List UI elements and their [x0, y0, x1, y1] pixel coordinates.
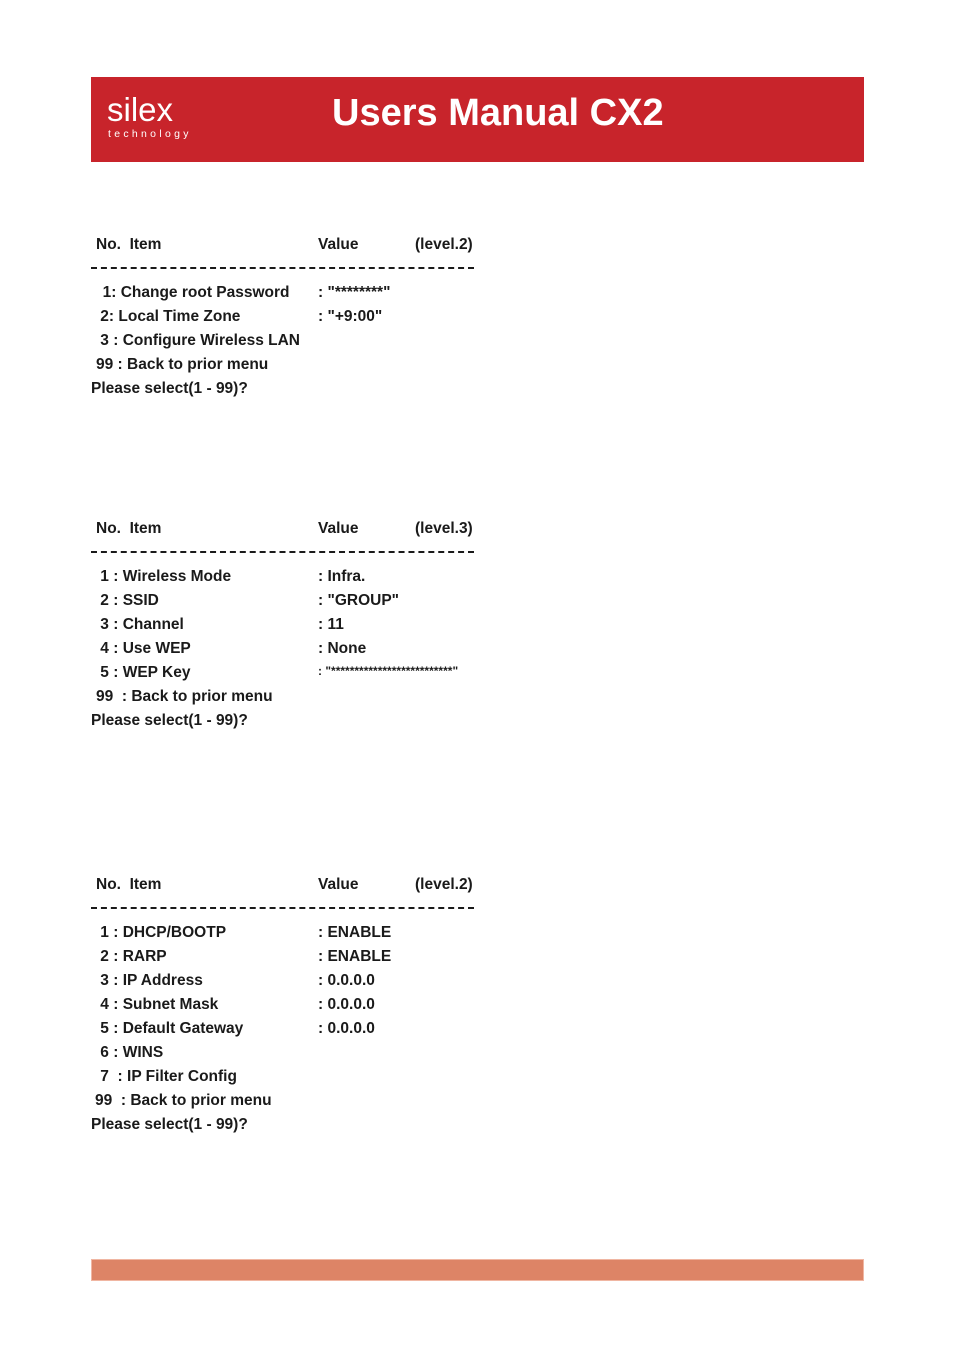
page-title: Users Manual CX2: [332, 92, 664, 134]
header-value: Value: [318, 236, 359, 253]
menu-item: 2 : SSID: [96, 592, 159, 609]
menu-item: 99 : Back to prior menu: [96, 356, 269, 373]
menu-item: 4 : Subnet Mask: [96, 996, 219, 1013]
menu-value: : ENABLE: [318, 924, 392, 941]
menu-item: 99 : Back to prior menu: [95, 1092, 272, 1109]
header-level: (level.3): [415, 520, 473, 537]
menu-item: 1 : Wireless Mode: [96, 568, 232, 585]
header-no-item: No. Item: [96, 876, 162, 893]
menu-item: 6 : WINS: [96, 1044, 164, 1061]
menu-value: : 0.0.0.0: [318, 996, 375, 1013]
menu-value: : "********": [318, 284, 391, 301]
menu-value: : 11: [318, 616, 344, 633]
menu-item: 4 : Use WEP: [96, 640, 191, 657]
menu-item: 7 : IP Filter Config: [96, 1068, 237, 1085]
dashed-rule: [91, 907, 474, 909]
menu-item: 3 : Channel: [96, 616, 184, 633]
menu-item: 3 : IP Address: [96, 972, 203, 989]
menu-item: 5 : Default Gateway: [96, 1020, 244, 1037]
menu-item: 2 : RARP: [96, 948, 167, 965]
menu-value: : Infra.: [318, 568, 366, 585]
menu-item: 1: Change root Password: [94, 284, 290, 301]
header-no-item: No. Item: [96, 236, 162, 253]
logo-tagline: technology: [108, 128, 192, 140]
footer-bar: [91, 1259, 864, 1281]
header-value: Value: [318, 520, 359, 537]
header-no-item: No. Item: [96, 520, 162, 537]
header-level: (level.2): [415, 236, 473, 253]
menu-item: 5 : WEP Key: [96, 664, 191, 681]
silex-logo: [107, 91, 207, 143]
dashed-rule: [91, 267, 474, 269]
select-prompt: Please select(1 - 99)?: [91, 712, 248, 729]
logo-wordmark: silex: [107, 91, 174, 128]
menu-value: : "GROUP": [318, 592, 400, 609]
menu-item: 99 : Back to prior menu: [96, 688, 273, 705]
menu-value: : 0.0.0.0: [318, 972, 375, 989]
menu-value: : 0.0.0.0: [318, 1020, 375, 1037]
select-prompt: Please select(1 - 99)?: [91, 1116, 248, 1133]
menu-value: : ENABLE: [318, 948, 392, 965]
page-header: [91, 77, 864, 162]
menu-value: : "+9:00": [318, 308, 383, 325]
menu-value: : "**************************": [318, 664, 459, 678]
dashed-rule: [91, 551, 474, 553]
header-level: (level.2): [415, 876, 473, 893]
menu-item: 2: Local Time Zone: [96, 308, 241, 325]
menu-item: 3 : Configure Wireless LAN: [96, 332, 300, 349]
select-prompt: Please select(1 - 99)?: [91, 380, 248, 397]
menu-value: : None: [318, 640, 367, 657]
menu-item: 1 : DHCP/BOOTP: [96, 924, 227, 941]
header-value: Value: [318, 876, 359, 893]
